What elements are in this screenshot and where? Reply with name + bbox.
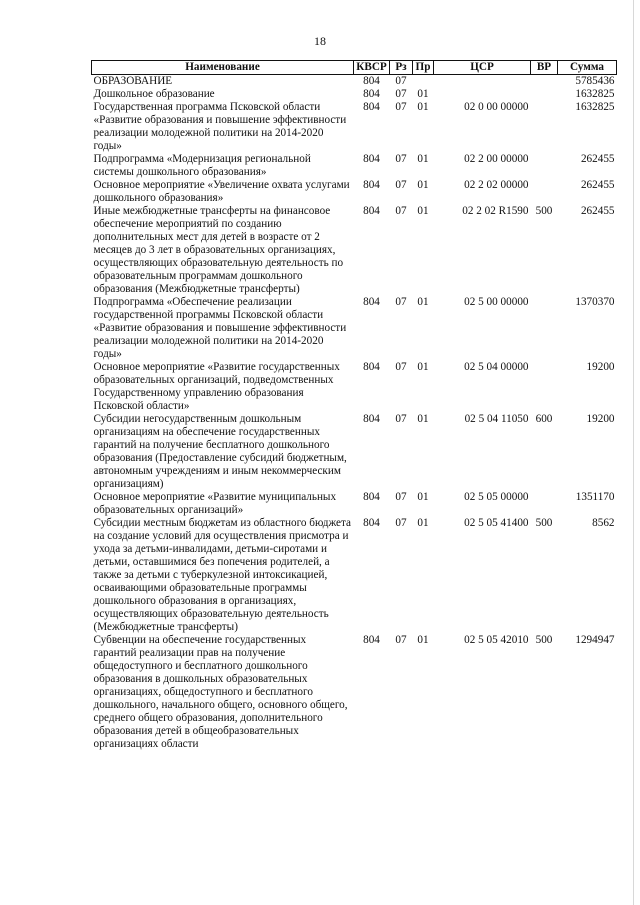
row-pr: 01 bbox=[417, 517, 429, 529]
row-csr: 02 5 05 42010 bbox=[464, 634, 529, 646]
row-rz: 07 bbox=[395, 101, 407, 113]
table-row bbox=[92, 88, 617, 101]
row-csr: 02 2 02 R1590 bbox=[462, 205, 529, 217]
row-kvsr: 804 bbox=[363, 634, 380, 646]
table-header-row bbox=[92, 61, 617, 75]
row-name: Основное мероприятие «Развитие государственных образовательных организаций, подведомственных Государственному управлению образования Псковской области» bbox=[93, 361, 340, 412]
row-sum: 1351170 bbox=[575, 491, 615, 503]
row-rz: 07 bbox=[395, 517, 407, 529]
row-name: ОБРАЗОВАНИЕ bbox=[93, 75, 173, 87]
row-name: Дошкольное образование bbox=[93, 88, 215, 100]
row-rz: 07 bbox=[395, 179, 407, 191]
row-rz: 07 bbox=[395, 491, 407, 503]
header-name: Наименование bbox=[92, 61, 354, 75]
row-vr bbox=[531, 361, 558, 413]
table-row bbox=[92, 361, 617, 413]
row-vr: 500 bbox=[535, 634, 553, 646]
row-pr: 01 bbox=[417, 153, 429, 165]
row-kvsr: 804 bbox=[363, 153, 380, 165]
scan-edge-line bbox=[633, 0, 634, 905]
row-kvsr: 804 bbox=[363, 517, 380, 529]
row-rz: 07 bbox=[395, 75, 407, 87]
table-row bbox=[92, 296, 617, 361]
row-name: Основное мероприятие «Развитие муниципальных образовательных организаций» bbox=[93, 491, 337, 516]
row-sum: 1294947 bbox=[575, 634, 615, 646]
row-sum: 262455 bbox=[580, 179, 615, 191]
header-kvsr: КВСР bbox=[354, 61, 390, 75]
row-csr bbox=[434, 75, 531, 89]
row-sum: 19200 bbox=[586, 413, 615, 425]
row-kvsr: 804 bbox=[363, 413, 380, 425]
row-sum: 19200 bbox=[586, 361, 615, 373]
row-csr: 02 5 05 41400 bbox=[464, 517, 529, 529]
row-kvsr: 804 bbox=[363, 296, 380, 308]
row-csr: 02 2 02 00000 bbox=[464, 179, 529, 191]
row-name: Иные межбюджетные трансферты на финансовое обеспечение мероприятий по созданию дополнительных мест для детей в возрасте от 2 месяцев до 3 лет в образовательных организациях, осуществляющих образовательную деятельность по образовательным программам дошкольного образования (Межбюджетные трансферты) bbox=[93, 205, 344, 295]
header-vr: ВР bbox=[531, 61, 558, 75]
row-name: Основное мероприятие «Увеличение охвата услугами дошкольного образования» bbox=[93, 179, 350, 204]
row-name: Субсидии местным бюджетам из областного бюджета на создание условий для осуществления присмотра и ухода за детьми-инвалидами, детьми-сиротами и детьми, оставшимися без попечения родителей, а также за детьми с туберкулезной интоксикацией, осваивающими образовательные программы дошкольного образования в организациях, осуществляющих образовательную деятельность (Межбюджетные трансферты) bbox=[93, 517, 351, 633]
row-rz: 07 bbox=[395, 88, 407, 100]
row-vr bbox=[531, 153, 558, 179]
table-body bbox=[92, 75, 617, 752]
row-rz: 07 bbox=[395, 361, 407, 373]
row-csr: 02 5 05 00000 bbox=[464, 491, 529, 503]
row-kvsr: 804 bbox=[363, 205, 380, 217]
table-row bbox=[92, 634, 617, 751]
row-sum: 8562 bbox=[592, 517, 615, 529]
row-rz: 07 bbox=[395, 634, 407, 646]
row-csr bbox=[434, 88, 531, 101]
table-row bbox=[92, 101, 617, 153]
header-sum: Сумма bbox=[558, 61, 617, 75]
row-sum: 1632825 bbox=[575, 101, 615, 113]
row-sum: 5785436 bbox=[575, 75, 615, 87]
row-name: Субсидии негосударственным дошкольным организациям на обеспечение государственных гарантий на получение бесплатного дошкольного образования (Предоставление субсидий бюджетным, автономным учреждениям и иным некоммерческим организациям) bbox=[93, 413, 347, 490]
header-pr: Пр bbox=[413, 61, 434, 75]
row-name: Государственная программа Псковской области «Развитие образования и повышение эффективности реализации молодежной политики на 2014-2020 годы» bbox=[93, 101, 347, 152]
row-kvsr: 804 bbox=[363, 88, 380, 100]
page-number: 18 bbox=[314, 34, 326, 48]
row-pr: 01 bbox=[417, 101, 429, 113]
row-pr: 01 bbox=[417, 88, 429, 100]
row-sum: 1632825 bbox=[575, 88, 615, 100]
row-vr bbox=[531, 75, 558, 89]
row-vr bbox=[531, 101, 558, 153]
row-name: Подпрограмма «Обеспечение реализации государственной программы Псковской области «Развитие образования и повышение эффективности реализации молодежной политики на 2014-2020 годы» bbox=[93, 296, 347, 360]
header-csr: ЦСР bbox=[434, 61, 531, 75]
row-csr: 02 0 00 00000 bbox=[464, 101, 529, 113]
header-rz: Рз bbox=[390, 61, 413, 75]
row-name: Подпрограмма «Модернизация региональной системы дошкольного образования» bbox=[93, 153, 311, 178]
row-rz: 07 bbox=[395, 153, 407, 165]
row-vr bbox=[531, 88, 558, 101]
row-vr bbox=[531, 296, 558, 361]
row-pr: 01 bbox=[417, 296, 429, 308]
row-rz: 07 bbox=[395, 296, 407, 308]
row-pr: 01 bbox=[417, 205, 429, 217]
table-row bbox=[92, 179, 617, 205]
table-row bbox=[92, 153, 617, 179]
row-pr: 01 bbox=[417, 634, 429, 646]
row-pr: 01 bbox=[417, 179, 429, 191]
row-csr: 02 2 00 00000 bbox=[464, 153, 529, 165]
row-kvsr: 804 bbox=[363, 101, 380, 113]
row-csr: 02 5 04 00000 bbox=[464, 361, 529, 373]
row-pr: 01 bbox=[417, 361, 429, 373]
row-vr: 500 bbox=[535, 517, 553, 529]
row-sum: 1370370 bbox=[575, 296, 615, 308]
row-vr: 500 bbox=[535, 205, 553, 217]
table-row bbox=[92, 205, 617, 296]
row-sum: 262455 bbox=[580, 153, 615, 165]
table-row bbox=[92, 517, 617, 634]
row-rz: 07 bbox=[395, 413, 407, 425]
row-pr bbox=[413, 75, 434, 89]
table-row bbox=[92, 413, 617, 491]
row-rz: 07 bbox=[395, 205, 407, 217]
row-kvsr: 804 bbox=[363, 75, 380, 87]
row-kvsr: 804 bbox=[363, 179, 380, 191]
row-vr bbox=[531, 179, 558, 205]
row-name: Субвенции на обеспечение государственных гарантий реализации прав на получение общедоступного и бесплатного дошкольного образования в дошкольных образовательных организациях, общедоступного и бесплатного дошкольного, начального общего, основного общего, среднего общего образования, дополнительного образования детей в общеобразовательных организациях области bbox=[93, 634, 348, 750]
row-csr: 02 5 00 00000 bbox=[464, 296, 529, 308]
table-row bbox=[92, 491, 617, 517]
row-vr: 600 bbox=[535, 413, 553, 425]
row-vr bbox=[531, 491, 558, 517]
row-pr: 01 bbox=[417, 413, 429, 425]
table-row bbox=[92, 75, 617, 89]
row-kvsr: 804 bbox=[363, 491, 380, 503]
row-sum: 262455 bbox=[580, 205, 615, 217]
row-kvsr: 804 bbox=[363, 361, 380, 373]
row-csr: 02 5 04 11050 bbox=[464, 413, 529, 425]
budget-table bbox=[91, 60, 617, 751]
row-pr: 01 bbox=[417, 491, 429, 503]
